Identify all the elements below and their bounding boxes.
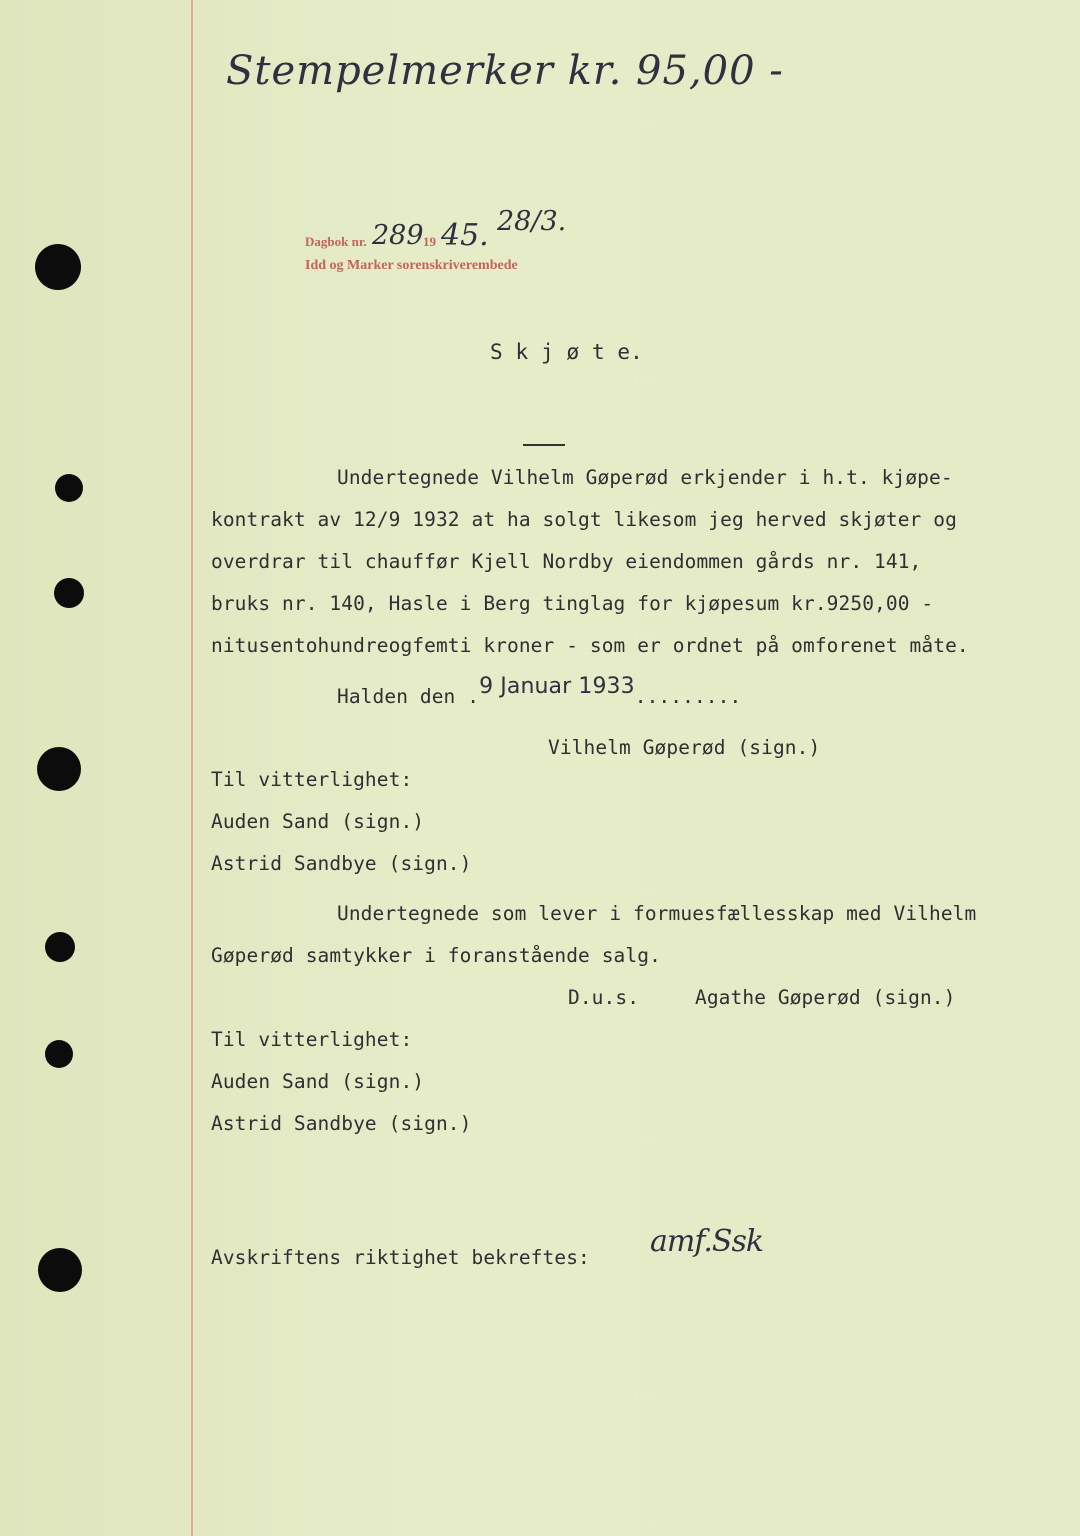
punch-hole (37, 747, 81, 791)
punch-hole (45, 932, 75, 962)
document-title: S k j ø t e. (490, 340, 643, 364)
stamp-year-prefix: 19 (423, 234, 436, 249)
spouse-signature: Agathe Gøperød (sign.) (695, 986, 956, 1009)
body-line: bruks nr. 140, Hasle i Berg tinglag for kjøpesum kr.9250,00 - (211, 592, 934, 615)
stamp-number: 289 (372, 220, 424, 251)
place-date (337, 674, 742, 709)
consent-line: Gøperød samtykker i foranstående salg. (211, 944, 661, 967)
place-date-dots: ......... (634, 685, 742, 708)
body-line: kontrakt av 12/9 1932 at ha solgt likesom jeg herved skjøter og (211, 508, 957, 531)
witness-heading: Til vitterlighet: (211, 1028, 413, 1051)
body-line: overdrar til chauffør Kjell Nordby eiendommen gårds nr. 141, (211, 550, 922, 573)
handwritten-date: 9 Januar 1933 (479, 674, 635, 699)
witness-name: Astrid Sandbye (sign.) (211, 852, 472, 875)
punch-hole (45, 1040, 73, 1068)
stamp-duty-note: Stempelmerker kr. 95,00 - (226, 48, 784, 94)
witness-name: Astrid Sandbye (sign.) (211, 1112, 472, 1135)
registry-stamp (305, 206, 625, 286)
witness-heading: Til vitterlighet: (211, 768, 413, 791)
stamp-label: Dagbok nr. (305, 234, 367, 249)
punch-hole (54, 578, 84, 608)
place-date-prefix: Halden den . (337, 685, 480, 708)
punch-hole (55, 474, 83, 502)
stamp-office: Idd og Marker sorenskriverembede (305, 258, 518, 273)
stamp-year: 45. (441, 218, 489, 253)
certification-label: Avskriftens riktighet bekreftes: (211, 1246, 590, 1269)
punch-hole (38, 1248, 82, 1292)
margin-rule (191, 0, 193, 1536)
certification-initials: amf.Ssk (650, 1224, 764, 1259)
seller-signature: Vilhelm Gøperød (sign.) (548, 736, 821, 759)
stamp-date: 28/3. (497, 206, 567, 237)
witness-name: Auden Sand (sign.) (211, 1070, 425, 1093)
body-line: Undertegnede Vilhelm Gøperød erkjender i h.t. kjøpe- (337, 466, 953, 489)
body-line: nitusentohundreogfemti kroner - som er ordnet på omforenet måte. (211, 634, 969, 657)
punch-hole (35, 244, 81, 290)
spouse-signature-prefix: D.u.s. (568, 986, 640, 1009)
witness-name: Auden Sand (sign.) (211, 810, 425, 833)
consent-line: Undertegnede som lever i formuesfællesskap med Vilhelm (337, 902, 977, 925)
title-divider (523, 444, 565, 446)
